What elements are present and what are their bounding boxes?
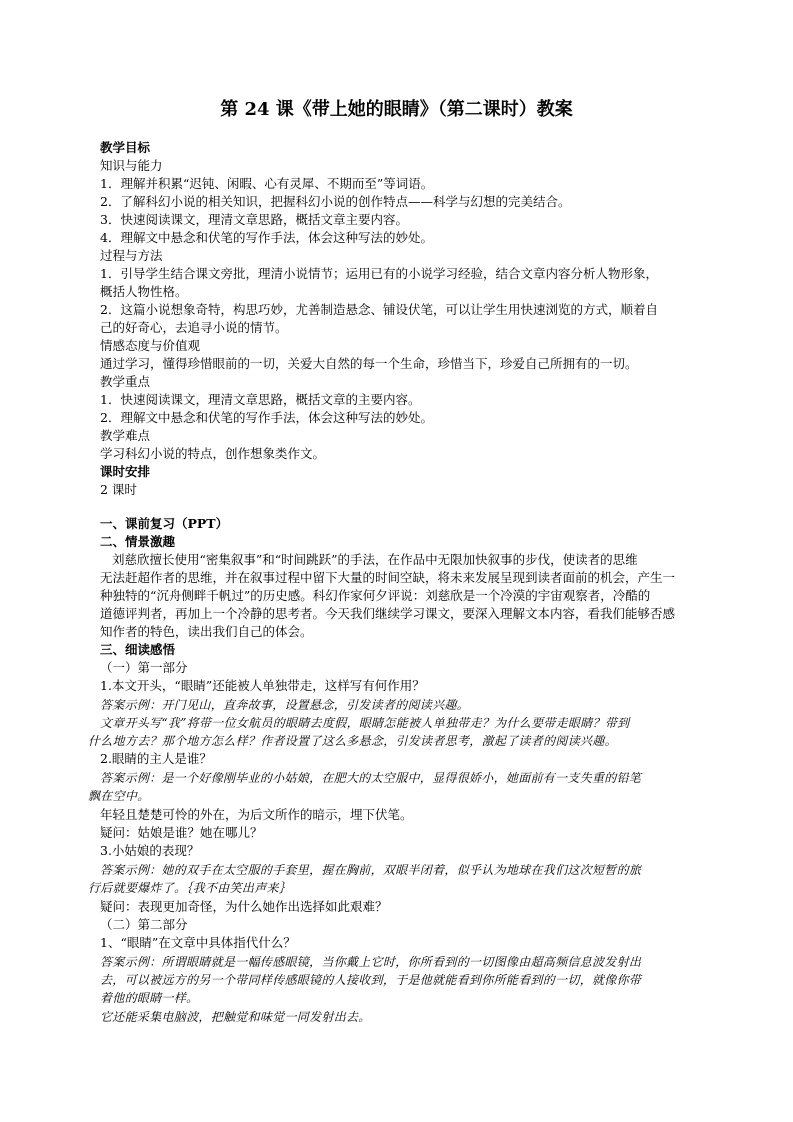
answer-text-line: 答案示例：开门见山，直奔故事，设置悬念，引发读者的阅读兴趣。 xyxy=(100,698,470,712)
answer-text-line: 它还能采集电脑波，把触觉和味觉一同发射出去。 xyxy=(100,1010,371,1024)
body-text-line: 年轻且楚楚可怜的外在，为后文所作的暗示，埋下伏笔。 xyxy=(100,807,413,822)
section-heading: 课时安排 xyxy=(100,464,151,479)
body-text-line: 1．理解并积累“迟钝、闲暇、心有灵犀、不期而至”等词语。 xyxy=(100,176,434,191)
body-text-line: 1．引导学生结合课文旁批，理清小说情节；运用已有的小说学习经验，结合文章内容分析人物形象， xyxy=(100,266,658,281)
answer-text-line: 答案示例：所谓眼睛就是一幅传感眼镜，当你戴上它时，你所看到的一切图像由超高频信息波发射出 xyxy=(100,955,642,969)
body-text-line: 教学重点 xyxy=(100,374,151,389)
body-text-line: 学习科幻小说的特点，创作想象类作文。 xyxy=(100,446,326,461)
answer-text-line: 文章开头写“我”将带一位女航员的眼睛去度假，眼睛怎能被人单独带走？为什么要带走眼睛？带到 xyxy=(100,716,630,730)
body-text-line: 刘慈欣擅长使用“密集叙事”和“时间跳跃”的手法，在作品中无限加快叙事的步伐，使读者的思维 xyxy=(112,552,638,567)
body-text-line: 概括人物性格。 xyxy=(100,284,188,299)
body-text-line: 己的好奇心，去追寻小说的情节。 xyxy=(100,320,288,335)
body-text-line: 1.本文开头，“眼睛”还能被人单独带走，这样写有何作用？ xyxy=(100,678,425,693)
body-text-line: 3.小姑娘的表现？ xyxy=(100,843,200,858)
answer-text-line: 答案示例：她的双手在太空服的手套里，握在胸前，双眼半闭着，似乎认为地球在我们这次短暂的旅 xyxy=(100,863,642,877)
body-text-line: 2．理解文中悬念和伏笔的写作手法，体会这种写法的妙处。 xyxy=(100,410,433,425)
answer-text-line: 着他的眼睛一样。 xyxy=(100,991,199,1005)
section-heading: 一、课前复习（PPT） xyxy=(100,516,229,531)
section-heading: 教学目标 xyxy=(100,140,151,155)
body-text-line: 疑问：表现更加奇怪，为什么她作出选择如此艰难？ xyxy=(100,899,388,914)
body-text-line: 知识与能力 xyxy=(100,158,163,173)
body-text-line: 通过学习，懂得珍惜眼前的一切，关爱大自然的每一个生命，珍惜当下，珍爱自己所拥有的一切。 xyxy=(100,356,638,371)
answer-text-line: 行后就要爆炸了。｛我不由笑出声来｝ xyxy=(88,881,292,895)
body-text-line: 2.眼睛的主人是谁？ xyxy=(100,751,212,766)
body-text-line: 2．了解科幻小说的相关知识，把握科幻小说的创作特点——科学与幻想的完美结合。 xyxy=(100,194,571,209)
body-text-line: 1、“眼睛”在文章中具体指代什么？ xyxy=(100,935,296,950)
body-text-line: （二）第二部分 xyxy=(100,917,188,932)
body-text-line: 无法赶超作者的思维，并在叙事过程中留下大量的时间空缺，将未来发展呈现到读者面前的机会，产生一 xyxy=(100,570,676,585)
answer-text-line: 去，可以被远方的另一个带同样传感眼镜的人接收到，于是他就能看到你所能看到的一切，就像你带 xyxy=(100,973,642,987)
body-text-line: 3．快速阅读课文，理清文章思路，概括文章主要内容。 xyxy=(100,212,408,227)
body-text-line: 道德评判者，再加上一个冷静的思考者。今天我们继续学习课文，要深入理解文本内容，看我们能够否感 xyxy=(100,606,676,621)
document-title: 第 24 课《带上她的眼睛》（第二课时）教案 xyxy=(220,99,573,120)
body-text-line: 2 课时 xyxy=(100,482,137,497)
body-text-line: 过程与方法 xyxy=(100,248,163,263)
body-text-line: （一）第一部分 xyxy=(100,660,188,675)
body-text-line: 种独特的“沉舟侧畔千帆过”的历史感。科幻作家何夕评说：刘慈欣是一个冷漠的宇宙观察者，冷酷的 xyxy=(100,588,651,603)
body-text-line: 情感态度与价值观 xyxy=(100,338,201,353)
section-heading: 三、细读感悟 xyxy=(100,642,176,657)
body-text-line: 4．理解文中悬念和伏笔的写作手法，体会这种写法的妙处。 xyxy=(100,230,433,245)
body-text-line: 知作者的特色，读出我们自己的体会。 xyxy=(100,624,313,639)
body-text-line: 2．这篇小说想象奇特，构思巧妙，尤善制造悬念、铺设伏笔，可以让学生用快速浏览的方式，顺着自 xyxy=(100,302,658,317)
answer-text-line: 答案示例：是一个好像刚毕业的小姑娘，在肥大的太空服中，显得很娇小，她面前有一支失重的铅笔 xyxy=(100,771,642,785)
section-heading: 二、情景激趣 xyxy=(100,534,176,549)
body-text-line: 1．快速阅读课文，理清文章思路，概括文章的主要内容。 xyxy=(100,392,421,407)
answer-text-line: 飘在空中。 xyxy=(88,789,150,803)
body-text-line: 教学难点 xyxy=(100,428,151,443)
body-text-line: 疑问：姑娘是谁？她在哪儿？ xyxy=(100,825,263,840)
answer-text-line: 什么地方去？那个地方怎么样？作者设置了这么多悬念，引发读者思考，激起了读者的阅读兴趣。 xyxy=(88,734,617,748)
